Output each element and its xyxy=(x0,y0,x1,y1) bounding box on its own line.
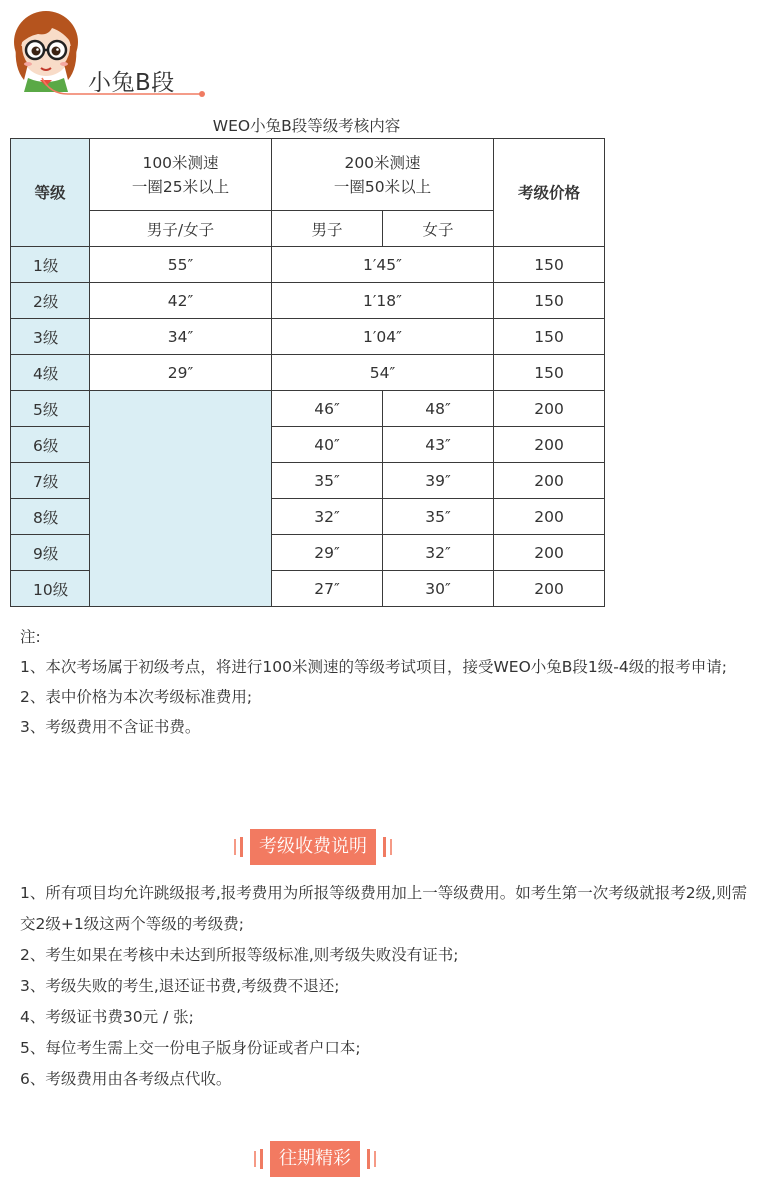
note-item: 1、本次考场属于初级考点，将进行100米测速的等级考试项目，接受WEO小兔B段1级-4级的报考申请; xyxy=(20,658,727,676)
time-200m-cell: 1′04″ xyxy=(272,319,494,355)
table-header-row xyxy=(11,139,605,211)
price-cell: 200 xyxy=(494,427,605,463)
female-time-cell: 43″ xyxy=(383,427,494,463)
grade-cell: 6级 xyxy=(11,427,90,463)
grade-cell: 3级 xyxy=(11,319,90,355)
price-cell: 200 xyxy=(494,535,605,571)
price-cell: 200 xyxy=(494,499,605,535)
title-underline-decoration xyxy=(40,76,215,100)
heading-bar-decoration xyxy=(260,1149,263,1169)
subheader-male: 男子 xyxy=(272,211,383,247)
note-item: 3、考级费用不含证书费。 xyxy=(20,718,201,736)
heading-bar-decoration xyxy=(234,839,236,855)
time-100m-cell: 29″ xyxy=(90,355,272,391)
table-row xyxy=(11,247,605,283)
notes-section xyxy=(20,622,750,742)
page-header xyxy=(0,0,761,105)
time-200m-cell: 54″ xyxy=(272,355,494,391)
grade-cell: 9级 xyxy=(11,535,90,571)
subheader-both: 男子/女子 xyxy=(90,211,272,247)
table-row xyxy=(11,283,605,319)
heading-bar-decoration xyxy=(390,839,392,855)
fee-rules-list xyxy=(20,878,750,1095)
female-time-cell: 39″ xyxy=(383,463,494,499)
grade-cell: 7级 xyxy=(11,463,90,499)
price-cell: 150 xyxy=(494,247,605,283)
time-100m-cell: 42″ xyxy=(90,283,272,319)
header-100m-line1: 100米测速 xyxy=(142,153,219,172)
fee-rule-item: 6、考级费用由各考级点代收。 xyxy=(20,1070,232,1088)
grade-cell: 10级 xyxy=(11,571,90,607)
fee-section-heading xyxy=(232,829,394,865)
header-200m xyxy=(272,139,494,211)
grade-cell: 1级 xyxy=(11,247,90,283)
fee-rule-item: 3、考级失败的考生,退还证书费,考级费不退还; xyxy=(20,977,340,995)
fee-rule-item: 2、考生如果在考核中未达到所报等级标准,则考级失败没有证书; xyxy=(20,946,459,964)
header-100m xyxy=(90,139,272,211)
grade-cell: 2级 xyxy=(11,283,90,319)
heading-bar-decoration xyxy=(383,837,386,857)
table-row xyxy=(11,391,605,427)
time-200m-cell: 1′18″ xyxy=(272,283,494,319)
time-200m-cell: 1′45″ xyxy=(272,247,494,283)
time-100m-cell: 34″ xyxy=(90,319,272,355)
price-cell: 150 xyxy=(494,283,605,319)
female-time-cell: 32″ xyxy=(383,535,494,571)
past-highlights-heading[interactable] xyxy=(252,1141,378,1177)
female-time-cell: 35″ xyxy=(383,499,494,535)
fee-rule-item: 1、所有项目均允许跳级报考,报考费用为所报等级费用加上一等级费用。如考生第一次考级就报考2级,则需交2级+1级这两个等级的考级费; xyxy=(20,884,748,933)
table-row xyxy=(11,355,605,391)
male-time-cell: 40″ xyxy=(272,427,383,463)
grade-cell: 5级 xyxy=(11,391,90,427)
heading-bar-decoration xyxy=(254,1151,256,1167)
price-cell: 150 xyxy=(494,319,605,355)
grade-cell: 4级 xyxy=(11,355,90,391)
grade-table xyxy=(10,138,605,607)
header-200m-line1: 200米测速 xyxy=(344,153,421,172)
male-time-cell: 32″ xyxy=(272,499,383,535)
header-price: 考级价格 xyxy=(494,139,605,247)
heading-bar-decoration xyxy=(374,1151,376,1167)
price-cell: 200 xyxy=(494,463,605,499)
table-caption: WEO小兔B段等级考核内容 xyxy=(212,117,401,135)
male-time-cell: 29″ xyxy=(272,535,383,571)
fee-section-title: 考级收费说明 xyxy=(250,829,376,865)
subheader-female: 女子 xyxy=(383,211,494,247)
time-100m-cell: 55″ xyxy=(90,247,272,283)
male-time-cell: 46″ xyxy=(272,391,383,427)
price-cell: 200 xyxy=(494,571,605,607)
price-cell: 200 xyxy=(494,391,605,427)
heading-bar-decoration xyxy=(367,1149,370,1169)
price-cell: 150 xyxy=(494,355,605,391)
heading-bar-decoration xyxy=(240,837,243,857)
past-highlights-title[interactable]: 往期精彩 xyxy=(270,1141,360,1177)
notes-title: 注: xyxy=(20,628,41,646)
header-200m-line2: 一圈50米以上 xyxy=(333,177,432,196)
female-time-cell: 48″ xyxy=(383,391,494,427)
note-item: 2、表中价格为本次考级标准费用; xyxy=(20,688,253,706)
fee-rule-item: 5、每位考生需上交一份电子版身份证或者户口本; xyxy=(20,1039,361,1057)
female-time-cell: 30″ xyxy=(383,571,494,607)
empty-100m-cell xyxy=(90,391,272,607)
male-time-cell: 27″ xyxy=(272,571,383,607)
male-time-cell: 35″ xyxy=(272,463,383,499)
table-row xyxy=(11,319,605,355)
header-100m-line2: 一圈25米以上 xyxy=(131,177,230,196)
grade-cell: 8级 xyxy=(11,499,90,535)
header-grade: 等级 xyxy=(11,139,90,247)
brand-title: 小兔B段 xyxy=(88,70,175,96)
fee-rule-item: 4、考级证书费30元 / 张; xyxy=(20,1008,194,1026)
